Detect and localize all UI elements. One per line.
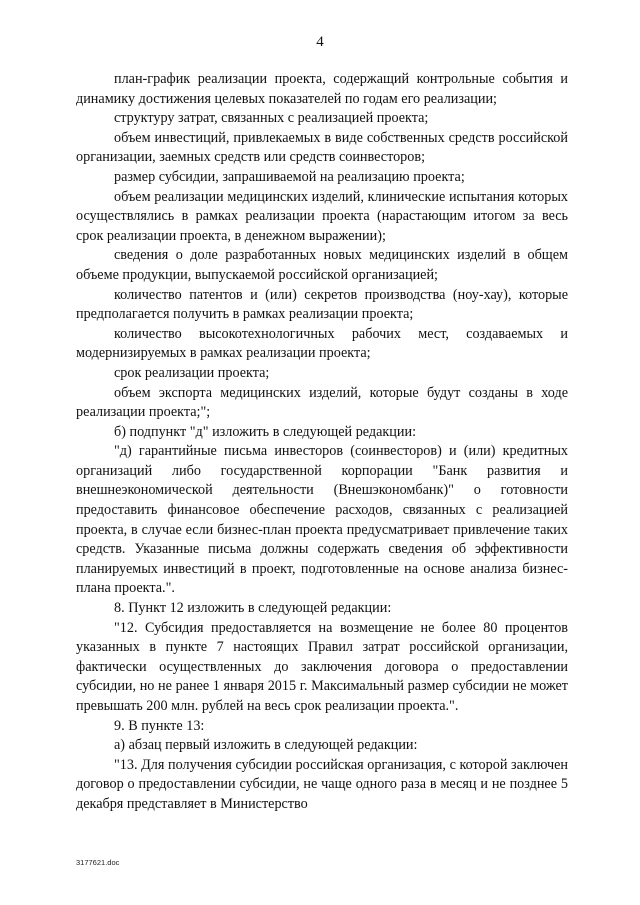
paragraph-subitem-a: а) абзац первый изложить в следующей редакции: [114, 737, 418, 754]
paragraph-item-12-text: "12. Субсидия предоставляется на возмещение не более 80 процентов указанных в пункте 7 настоящих Правил затрат российской организации, фактически осуществленных до заключения договора о предоставлении субсидии, но не ранее 1 января 2015 г. Максимальный размер субсидии не может превышать 200 млн. рублей на весь срок реализации проекта.". [76, 619, 568, 714]
paragraph-patents: количество патентов и (или) секретов производства (ноу-хау), которые предполагается получить в рамках реализации проекта; [76, 286, 568, 323]
paragraph-export-volume: объем экспорта медицинских изделий, которые будут созданы в ходе реализации проекта;"; [76, 384, 568, 421]
document-body [76, 70, 568, 815]
page-number: 4 [316, 34, 324, 50]
paragraph-project-term: срок реализации проекта; [114, 364, 270, 381]
paragraph-new-products-share: сведения о доле разработанных новых медицинских изделий в общем объеме продукции, выпускаемой российской организацией; [76, 247, 568, 283]
paragraph-sales-volume: объем реализации медицинских изделий, клинические испытания которых осуществлялись в рамках реализации проекта (нарастающим итогом за весь срок реализации проекта, в денежном выражении); [76, 188, 568, 244]
paragraph-plan-schedule: план-график реализации проекта, содержащий контрольные события и динамику достижения целевых показателей по годам его реализации; [76, 71, 568, 107]
paragraph-item-8: 8. Пункт 12 изложить в следующей редакции: [114, 600, 392, 617]
paragraph-item-9: 9. В пункте 13: [114, 717, 205, 734]
paragraph-guarantee-letters: "д) гарантийные письма инвесторов (соинвесторов) и (или) кредитных организаций либо государственной корпорации "Банк развития и внешнеэкономической деятельности (Внешэкономбанк)" о готовности предоставить финансовое обеспечение расходов, связанных с реализацией проекта, в случае если бизнес-план проекта предусматривает привлечение таких средств. Указанные письма должны содержать сведения об эффективности планируемых инвестиций в проект, подготовленные на основе анализа бизнес-плана проекта.". [76, 443, 568, 597]
paragraph-subsidy-size: размер субсидии, запрашиваемой на реализацию проекта; [114, 168, 465, 185]
paragraph-workplaces: количество высокотехнологичных рабочих мест, создаваемых и модернизируемых в рамках реализации проекта; [76, 325, 568, 362]
paragraph-investment-volume: объем инвестиций, привлекаемых в виде собственных средств российской организации, заемных средств или средств соинвесторов; [76, 129, 568, 166]
document-file-id: 3177621.doc [76, 858, 120, 867]
paragraph-cost-structure: структуру затрат, связанных с реализацией проекта; [114, 110, 429, 127]
paragraph-subitem-b: б) подпункт "д" изложить в следующей редакции: [114, 423, 417, 440]
paragraph-item-13-text: "13. Для получения субсидии российская организация, с которой заключен договор о предоставлении субсидии, не чаще одного раза в месяц и не позднее 5 декабря представляет в Министерство [76, 756, 568, 812]
